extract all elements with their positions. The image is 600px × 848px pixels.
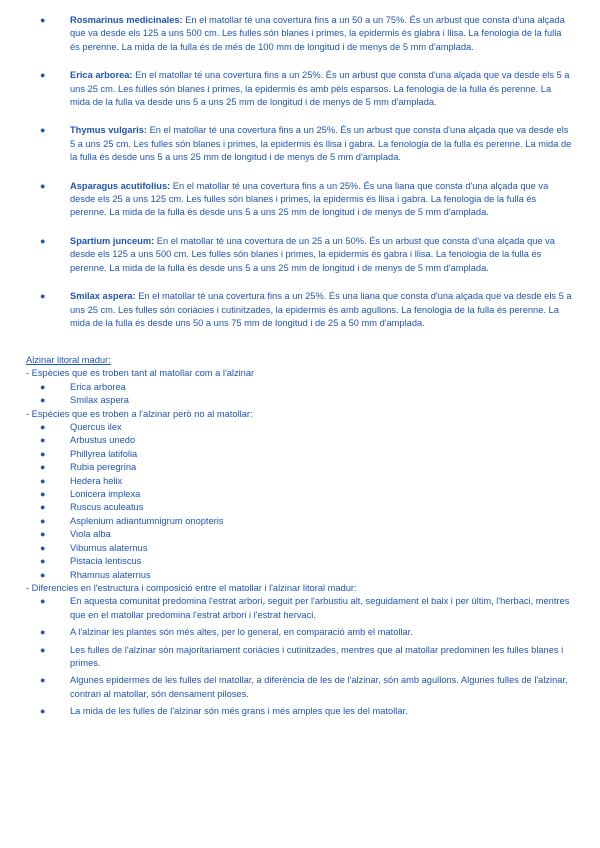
species-name: Rhamnus alaternus [70, 569, 151, 580]
difference-text: A l'alzinar les plantes són més altes, per lo general, en comparació amb el matollar. [70, 627, 413, 638]
species-name: Phillyrea latifolia [70, 448, 138, 459]
list-item [26, 705, 576, 718]
species-name: Spartium junceum: [70, 235, 155, 246]
shared-species-title: - Espècies que es troben tant al matollar com a l'alzinar [26, 368, 255, 379]
species-description: En el matollar té una covertura fins a un 25%. És un arbust que consta d'una alçada que va desde els 5 a uns 25 cm. Les fulles són blanes i primes, la epidermis és llisa i gabra. La fenologia de la fulla és perenne. La mida de la fulla és desde uns 5 a uns 25 mm de longitud i de menys de 5 mm d'amplada. [70, 125, 572, 163]
list-item [26, 488, 576, 501]
list-item [26, 674, 576, 701]
species-name: Asplenium adiantumnigrum onopteris [70, 515, 224, 526]
bullet-icon: ● [40, 125, 46, 136]
species-name: Quercus ilex [70, 422, 122, 433]
bullet-icon: ● [40, 462, 46, 473]
list-item [26, 542, 576, 555]
list-item [0, 69, 600, 109]
species-name: Viola alba [70, 529, 111, 540]
bullet-icon: ● [40, 675, 46, 686]
alzinar-section [26, 354, 576, 723]
bullet-icon: ● [40, 627, 46, 638]
bullet-icon: ● [40, 515, 46, 526]
bullet-icon: ● [40, 489, 46, 500]
bullet-icon: ● [40, 180, 46, 191]
list-item [0, 124, 600, 164]
list-item [26, 381, 576, 394]
species-description: En el matollar té una covertura fins a un 25%. És una liana que consta d'una alçada que va desde els 25 a uns 125 cm. Les fulles són blanes i primes, la epidermis és llisa i gabra. La fenologia de la fulla és perenne. La mida de la fulla és desde uns 5 a uns 25 mm de longitud i de menys de 5 mm d'amplada. [70, 180, 549, 218]
bullet-icon: ● [40, 644, 46, 655]
list-item [26, 626, 576, 639]
difference-text: Les fulles de l'alzinar són majoritariament coriàcies i cutinitzades, mentres que al matollar predominen les fulles blanes i primes. [70, 644, 564, 668]
species-description: En el matollar té una covertura fins a un 50 a un 75%. És un arbust que consta d'una alçada que va desde els 125 a uns 500 cm. Les fulles són blanes i primes, la epidermis és glabra i llisa. La fenologia de la fulla és perenne. La mida de la fulla és de més de 100 mm de longitud i de menys de 5 mm d'amplada. [70, 15, 565, 52]
section-heading: Alzinar litoral madur: [26, 355, 111, 365]
only-alzinar-title: - Espècies que es troben a l'alzinar però no al matollar: [26, 408, 253, 419]
list-item [26, 448, 576, 461]
bullet-icon: ● [40, 569, 46, 580]
list-item [26, 644, 576, 671]
list-item [26, 421, 576, 434]
difference-text: Algunes epidermes de les fulles del matollar, a diferència de les de l'alzinar, són amb agullons. Algunes fulles de l'alzinar, contrari al matollar, són densament piloses. [70, 675, 568, 699]
list-item [26, 569, 576, 582]
species-name: Smilax aspera [70, 395, 129, 406]
species-name: Erica arborea [70, 381, 126, 392]
bullet-icon: ● [40, 395, 46, 406]
bullet-icon: ● [40, 502, 46, 513]
list-item [26, 555, 576, 568]
list-item [26, 501, 576, 514]
species-name: Erica arborea: [70, 70, 133, 81]
list-item [0, 235, 600, 275]
list-item [26, 515, 576, 528]
bullet-icon: ● [40, 235, 46, 246]
species-name: Arbustus unedo [70, 435, 136, 446]
bullet-icon: ● [40, 448, 46, 459]
bullet-icon: ● [40, 422, 46, 433]
species-name: Smilax aspera: [70, 291, 136, 302]
species-name: Ruscus aculeatus [70, 502, 144, 513]
species-description: En el matollar té una covertura de un 25 a un 50%. És un arbust que consta d'una alçada que va desde els 125 a uns 500 cm. Les fulles són blanes i primes, la epidermis és gabra i llisa. La fenologia de la fulla és perenne. La mida de la fulla és desde uns 5 a uns 25 mm de longitud i de menys de 5 mm d'amplada. [70, 235, 555, 273]
list-item [0, 14, 600, 54]
species-description: En el matollar té una covertura fins a un 25%. És un arbust que consta d'una alçada que va desde els 5 a uns 25 cm. Les fulles són blanes i primes, la epidermis és amb pèls esparsos. La fenologia de la fulla és perenne. La mida de la fulla va desde uns 5 a uns 25 mm de longitud i de menys de 5 mm d'amplada. [70, 70, 570, 108]
bullet-icon: ● [40, 15, 46, 25]
list-item [26, 475, 576, 488]
differences-title: - Diferencies en l'estructura i composició entre el matollar i l'alzinar litoral madur: [26, 582, 357, 593]
species-list [0, 14, 600, 345]
species-name: Lonicera implexa [70, 489, 141, 500]
bullet-icon: ● [40, 556, 46, 567]
list-item [26, 394, 576, 407]
list-item [26, 434, 576, 447]
bullet-icon: ● [40, 475, 46, 486]
species-name: Rosmarinus medicinales: [70, 15, 183, 25]
species-name: Pistacia lentiscus [70, 556, 142, 567]
bullet-icon: ● [40, 706, 46, 717]
difference-text: La mida de les fulles de l'alzinar són més grans i més amples que les del matollar. [70, 706, 408, 717]
list-item [0, 290, 600, 330]
list-item [26, 461, 576, 474]
bullet-icon: ● [40, 542, 46, 553]
list-item [26, 528, 576, 541]
list-item [26, 595, 576, 622]
bullet-icon: ● [40, 529, 46, 540]
species-name: Thymus vulgaris: [70, 125, 147, 136]
list-item [0, 180, 600, 220]
bullet-icon: ● [40, 70, 46, 81]
bullet-icon: ● [40, 291, 46, 302]
bullet-icon: ● [40, 435, 46, 446]
bullet-icon: ● [40, 596, 46, 607]
species-name: Viburnus alaternus [70, 542, 148, 553]
species-name: Asparagus acutifolius: [70, 180, 171, 191]
species-description: En el matollar té una covertura fins a un 25%. És una liana que consta d'una alçada que va desde els 5 a uns 25 cm. Les fulles són coriàcies i cutinitzades, la epidermis és amb agullons. La fenologia de la fulla és perenne. La mida de la fulla és desde uns 50 a uns 75 mm de longitud i de 25 a 50 mm d'amplada. [70, 291, 572, 328]
bullet-icon: ● [40, 381, 46, 392]
species-name: Hedera helix [70, 475, 123, 486]
difference-text: En aquesta comunitat predomina l'estrat arbori, seguit per l'arbustiu alt, seguidament el baix i per últim, l'herbaci, mentres que en el matollar predomina l'estrat arbori i l'estrat hervaci. [70, 596, 570, 620]
species-name: Rubia peregrina [70, 462, 137, 473]
